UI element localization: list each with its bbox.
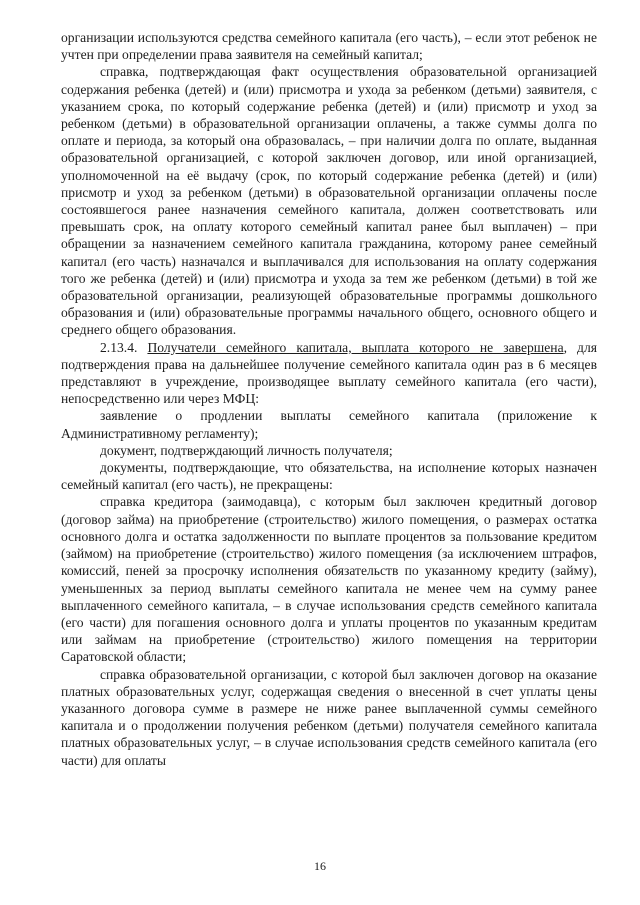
section-text: , для подтверждения права на дальнейшее получение семейного капитала один раз в 6 месяцев представляют в учреждение, производящее выплату семейного капитала (его части), непосредственно или через МФЦ:: [61, 339, 597, 407]
paragraph-identity-document: документ, подтверждающий личность получателя;: [100, 442, 393, 458]
section-heading: Получатели семейного капитала, выплата которого не завершена: [147, 339, 564, 355]
section-number: 2.13.4.: [100, 339, 138, 355]
paragraph-section-2-13-4: [61, 339, 597, 408]
paragraph-obligation-documents: документы, подтверждающие, что обязательства, на исполнение которых назначен семейный капитал (его часть), не прекращены:: [61, 460, 597, 493]
page-number: 16: [314, 859, 326, 873]
paragraph-application: заявление о продлении выплаты семейного капитала (приложение к Административному регламенту);: [61, 408, 597, 441]
paragraph-creditor-certificate: справка кредитора (заимодавца), с которым был заключен кредитный договор (договор займа) на приобретение (строительство) жилого помещения, о размерах остатка основного долга и остатка задолженности по выплате процентов за пользование кредитом (займом) на приобретение (строительство) жилого помещения (за исключением штрафов, комиссий, пеней за просрочку исполнения обязательств по указанному кредиту (займу), уменьшенных за период выплаты семейного капитала не менее чем на сумму ранее выплаченного семейного капитала, – в случае использования средств семейного капитала (его части) для погашения основного долга и уплаты процентов по указанным кредитам или займам на приобретение (строительство) жилого помещения на территории Саратовской области;: [61, 494, 597, 665]
paragraph-continuation: организации используются средства семейного капитала (его часть), – если этот ребенок не учтен при определении права заявителя на семейный капитал;: [61, 30, 597, 63]
paragraph-education-org-certificate: справка образовательной организации, с которой был заключен договор на оказание платных образовательных услуг, содержащая сведения о внесенной в счет уплаты цены указанного договора сумме в размере не ниже ранее выплаченной суммы семейного капитала и о продолжении получения ребенком (детьми) получателя семейного капитала платных образовательных услуг, – в случае использования средств семейного капитала (его части) для оплаты: [61, 666, 597, 768]
document-body: [61, 29, 597, 769]
paragraph-education-certificate: справка, подтверждающая факт осуществления образовательной организацией содержания ребенка (детей) и (или) присмотра и ухода за ребенком (детьми) заявителя, с указанием срока, по который содержание ребенка (детей) и (или) присмотр и уход за ребенком (детьми) в образовательной организации оплачены, а также суммы долга по оплате и периода, за который она образовалась, – при наличии долга по оплате, выданная образовательной организацией, с которой заключен договор, или иной организацией, уполномоченной на её выдачу (срок, по который содержание ребенка (детей) и (или) присмотр и уход за ребенком (детьми) в образовательной организации оплачены после состоявшегося ранее назначения семейного капитала, должен соответствовать или превышать срок, на оплату которого семейный капитал ранее был выплачен) – при обращении за назначением семейного капитала гражданина, которому ранее семейный капитал (его часть) назначался и выплачивался для использования на оплату содержания того же ребенка (детей) и (или) присмотра и ухода за тем же ребенком (детьми) в той же образовательной организации, реализующей образовательные программы дошкольного образования и (или) образовательные программы начального общего, основного общего и среднего общего образования.: [61, 64, 597, 338]
